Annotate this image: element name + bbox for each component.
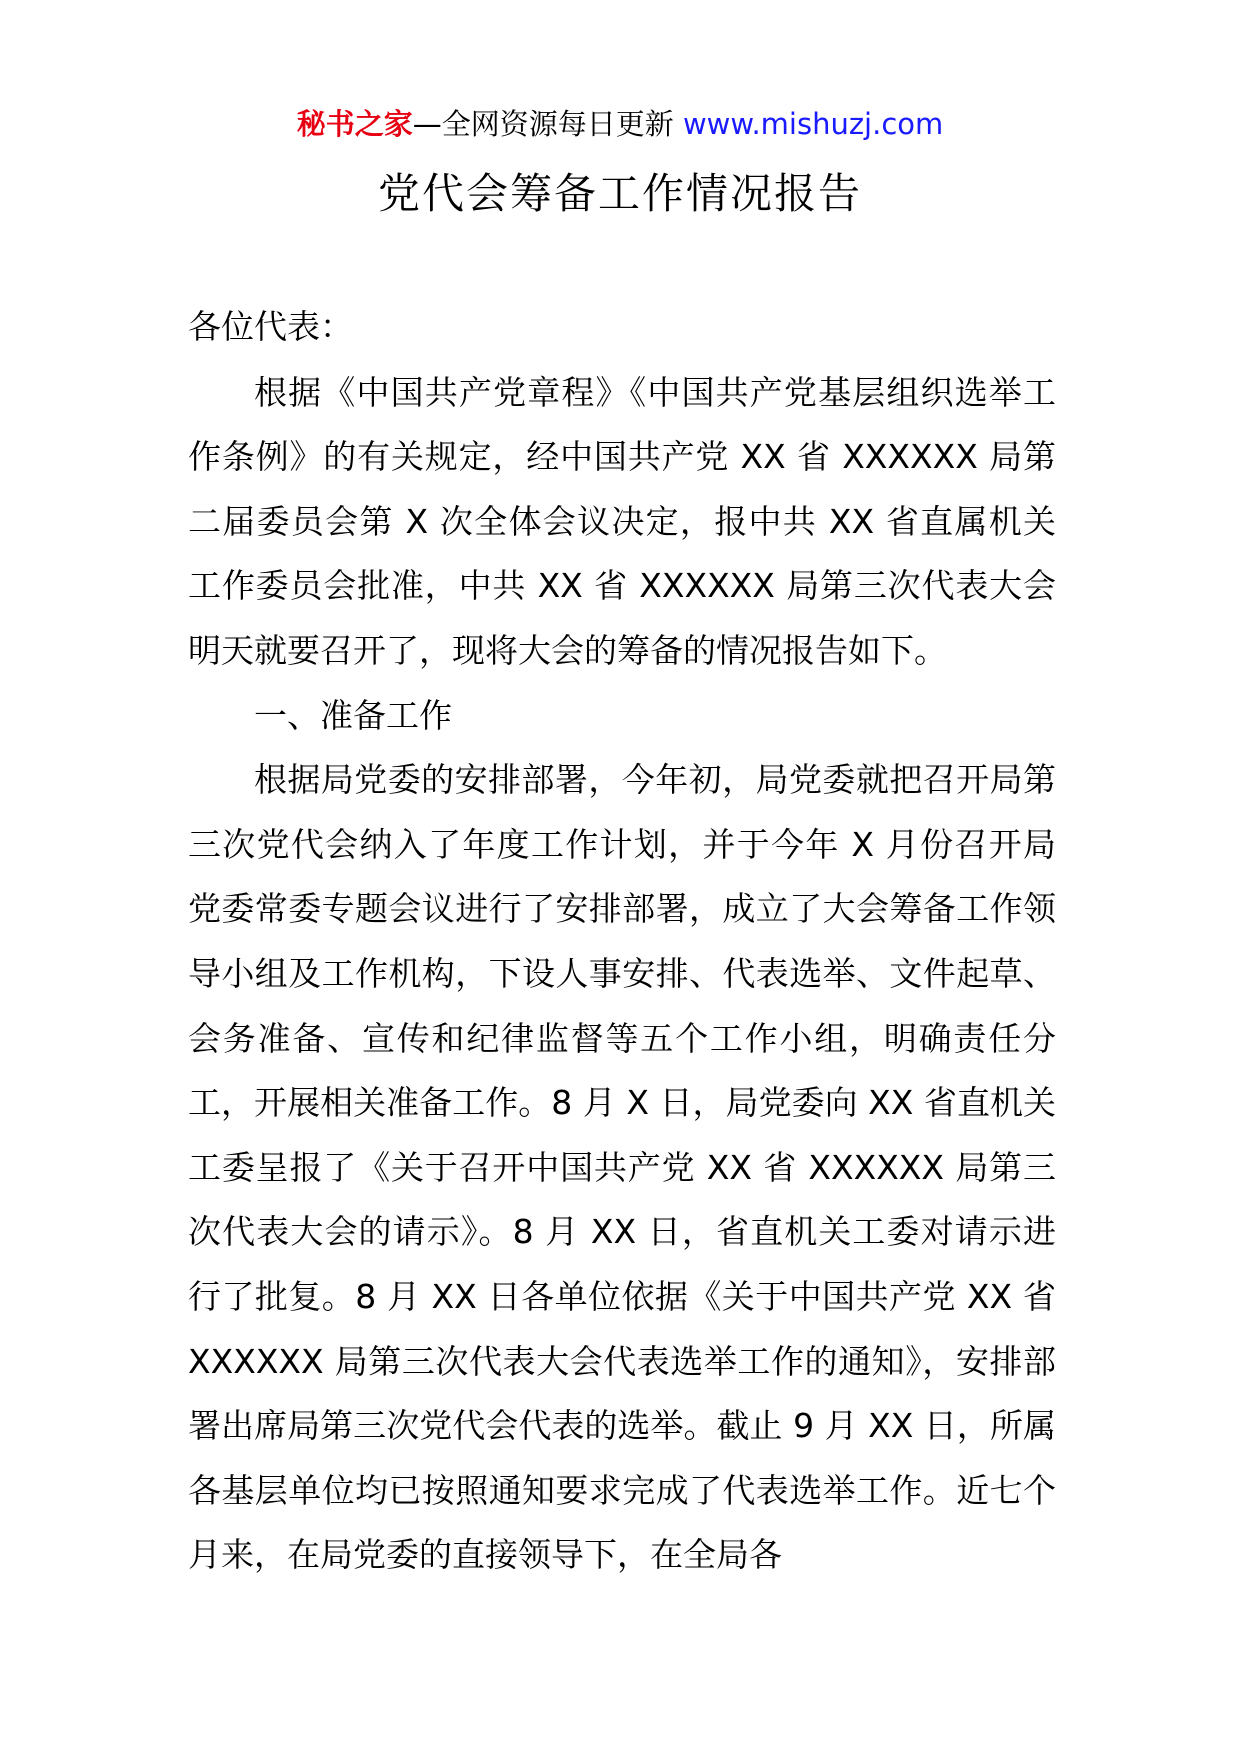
section-heading: 一、准备工作 bbox=[254, 695, 452, 735]
site-header bbox=[0, 104, 1240, 144]
header-tagline: —全网资源每日更新 bbox=[412, 107, 683, 141]
paragraph-preparation: 根据局党委的安排部署，今年初，局党委就把召开局第三次党代会纳入了年度工作计划，并于今年 X 月份召开局党委常委专题会议进行了安排部署，成立了大会筹备工作领导小组及工作机构，下设人事安排、代表选举、文件起草、会务准备、宣传和纪律监督等五个工作小组，明确责任分工，开展相关准备工作。8 月 X 日，局党委向 XX 省直机关工委呈报了《关于召开中国共产党 XX 省 XXXXXX 局第三次代表大会的请示》。8 月 XX 日，省直机关工委对请示进行了批复。8 月 XX 日各单位依据《关于中国共产党 XX 省 XXXXXX 局第三次代表大会代表选举工作的通知》，安排部署出席局第三次党代会代表的选举。截止 9 月 XX 日，所属各基层单位均已按照通知要求完成了代表选举工作。近七个月来，在局党委的直接领导下，在全局各 bbox=[188, 760, 1056, 1575]
document-title: 党代会筹备工作情况报告 bbox=[377, 169, 862, 218]
document-body bbox=[188, 295, 1056, 1588]
paragraph-intro: 根据《中国共产党章程》《中国共产党基层组织选举工作条例》的有关规定，经中国共产党 XX 省 XXXXXX 局第二届委员会第 X 次全体会议决定，报中共 XX 省直属机关工作委员会批准，中共 XX 省 XXXXXX 局第三次代表大会明天就要召开了，现将大会的筹备的情况报告如下。 bbox=[188, 372, 1056, 670]
site-url-link[interactable]: www.mishuzj.com bbox=[682, 107, 944, 141]
salutation: 各位代表： bbox=[188, 307, 353, 346]
brand-name: 秘书之家 bbox=[296, 107, 413, 141]
